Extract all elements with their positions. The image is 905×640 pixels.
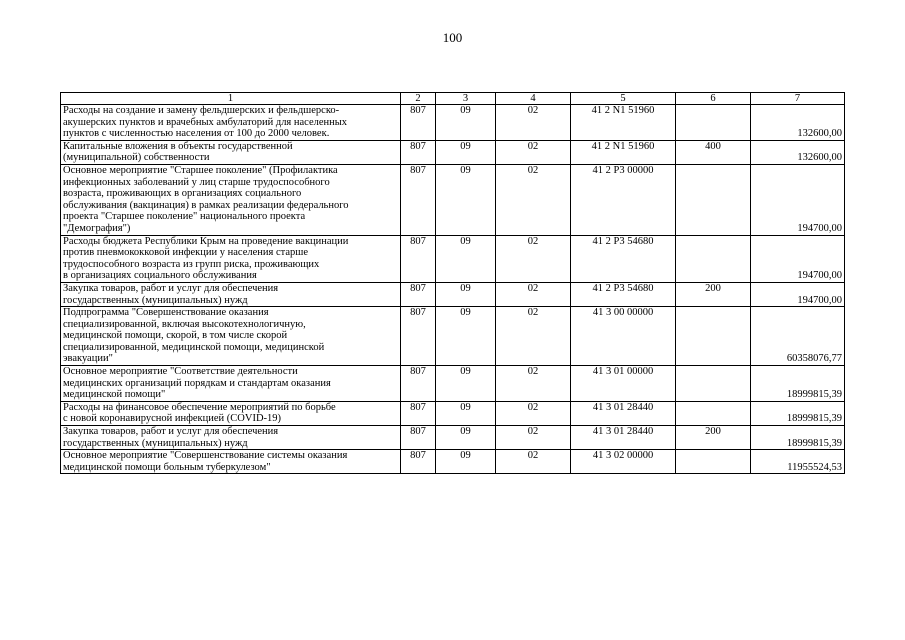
row-code-5: 41 3 01 28440 xyxy=(571,401,676,425)
row-amount: 18999815,39 xyxy=(751,366,845,402)
table-row xyxy=(61,401,845,425)
row-name: Расходы бюджета Республики Крым на проведение вакцинации против пневмококковой инфекции у населения старше трудоспособного возраста из групп риска, проживающих в организациях социального обслуживания xyxy=(61,235,401,282)
row-code-6: 200 xyxy=(676,426,751,450)
row-code-3: 09 xyxy=(436,426,496,450)
row-amount: 60358076,77 xyxy=(751,307,845,366)
row-code-4: 02 xyxy=(496,426,571,450)
row-code-5: 41 3 01 28440 xyxy=(571,426,676,450)
row-amount: 132600,00 xyxy=(751,140,845,164)
row-code-5: 41 2 P3 54680 xyxy=(571,235,676,282)
row-code-5: 41 3 00 00000 xyxy=(571,307,676,366)
row-code-6 xyxy=(676,401,751,425)
table-row xyxy=(61,426,845,450)
column-header-2: 2 xyxy=(401,93,436,105)
row-code-4: 02 xyxy=(496,105,571,141)
row-code-2: 807 xyxy=(401,426,436,450)
column-header-1: 1 xyxy=(61,93,401,105)
row-code-3: 09 xyxy=(436,105,496,141)
row-code-4: 02 xyxy=(496,235,571,282)
table-row xyxy=(61,450,845,474)
row-code-5: 41 3 01 00000 xyxy=(571,366,676,402)
page-number: 100 xyxy=(442,30,463,45)
row-code-2: 807 xyxy=(401,401,436,425)
row-code-4: 02 xyxy=(496,401,571,425)
row-code-3: 09 xyxy=(436,282,496,306)
row-code-2: 807 xyxy=(401,140,436,164)
row-code-3: 09 xyxy=(436,401,496,425)
row-code-2: 807 xyxy=(401,164,436,235)
row-code-6 xyxy=(676,105,751,141)
row-code-6 xyxy=(676,307,751,366)
budget-table xyxy=(60,92,845,474)
row-code-3: 09 xyxy=(436,307,496,366)
row-code-4: 02 xyxy=(496,450,571,474)
table-row xyxy=(61,140,845,164)
table-row xyxy=(61,235,845,282)
row-name: Закупка товаров, работ и услуг для обеспечения государственных (муниципальных) нужд xyxy=(61,426,401,450)
row-name: Закупка товаров, работ и услуг для обеспечения государственных (муниципальных) нужд xyxy=(61,282,401,306)
table-row xyxy=(61,307,845,366)
row-code-5: 41 2 P3 00000 xyxy=(571,164,676,235)
table-header-row xyxy=(61,93,845,105)
row-name: Основное мероприятие "Соответствие деятельности медицинских организаций порядкам и стандартам оказания медицинской помощи" xyxy=(61,366,401,402)
row-code-6: 200 xyxy=(676,282,751,306)
table-row xyxy=(61,366,845,402)
row-amount: 18999815,39 xyxy=(751,401,845,425)
row-name: Расходы на финансовое обеспечение мероприятий по борьбе с новой коронавирусной инфекцией (COVID-19) xyxy=(61,401,401,425)
row-code-5: 41 3 02 00000 xyxy=(571,450,676,474)
row-code-3: 09 xyxy=(436,366,496,402)
row-code-4: 02 xyxy=(496,164,571,235)
row-code-5: 41 2 N1 51960 xyxy=(571,105,676,141)
row-code-5: 41 2 P3 54680 xyxy=(571,282,676,306)
table-row xyxy=(61,282,845,306)
row-code-5: 41 2 N1 51960 xyxy=(571,140,676,164)
column-header-5: 5 xyxy=(571,93,676,105)
row-name: Подпрограмма "Совершенствование оказания специализированной, включая высокотехнологичную, медицинской помощи, скорой, в том числе скорой специализированной, медицинской помощи, медицинской эвакуации" xyxy=(61,307,401,366)
row-amount: 11955524,53 xyxy=(751,450,845,474)
row-code-2: 807 xyxy=(401,307,436,366)
row-code-4: 02 xyxy=(496,140,571,164)
row-code-2: 807 xyxy=(401,282,436,306)
row-code-4: 02 xyxy=(496,366,571,402)
column-header-3: 3 xyxy=(436,93,496,105)
column-header-7: 7 xyxy=(751,93,845,105)
row-code-3: 09 xyxy=(436,164,496,235)
row-code-6 xyxy=(676,450,751,474)
row-code-3: 09 xyxy=(436,140,496,164)
row-code-2: 807 xyxy=(401,366,436,402)
row-code-6 xyxy=(676,235,751,282)
row-code-2: 807 xyxy=(401,235,436,282)
row-name: Основное мероприятие "Совершенствование системы оказания медицинской помощи больным туберкулезом" xyxy=(61,450,401,474)
table-row xyxy=(61,105,845,141)
row-code-3: 09 xyxy=(436,450,496,474)
row-amount: 194700,00 xyxy=(751,235,845,282)
row-code-3: 09 xyxy=(436,235,496,282)
row-code-6 xyxy=(676,164,751,235)
row-code-6 xyxy=(676,366,751,402)
row-name: Капитальные вложения в объекты государственной (муниципальной) собственности xyxy=(61,140,401,164)
table-row xyxy=(61,164,845,235)
row-code-2: 807 xyxy=(401,105,436,141)
column-header-4: 4 xyxy=(496,93,571,105)
row-code-4: 02 xyxy=(496,282,571,306)
row-amount: 132600,00 xyxy=(751,105,845,141)
row-amount: 194700,00 xyxy=(751,164,845,235)
row-amount: 194700,00 xyxy=(751,282,845,306)
column-header-6: 6 xyxy=(676,93,751,105)
row-name: Расходы на создание и замену фельдшерских и фельдшерско- акушерских пунктов и врачебных амбулаторий для населенных пунктов с численностью населения от 100 до 2000 человек. xyxy=(61,105,401,141)
row-code-4: 02 xyxy=(496,307,571,366)
table-body xyxy=(61,105,845,474)
row-code-6: 400 xyxy=(676,140,751,164)
row-name: Основное мероприятие "Старшее поколение" (Профилактика инфекционных заболеваний у лиц старше трудоспособного возраста, проживающих в организациях социального обслуживания (вакцинация) в рамках реализации федерального проекта "Старшее поколение" национального проекта "Демография") xyxy=(61,164,401,235)
row-amount: 18999815,39 xyxy=(751,426,845,450)
row-code-2: 807 xyxy=(401,450,436,474)
